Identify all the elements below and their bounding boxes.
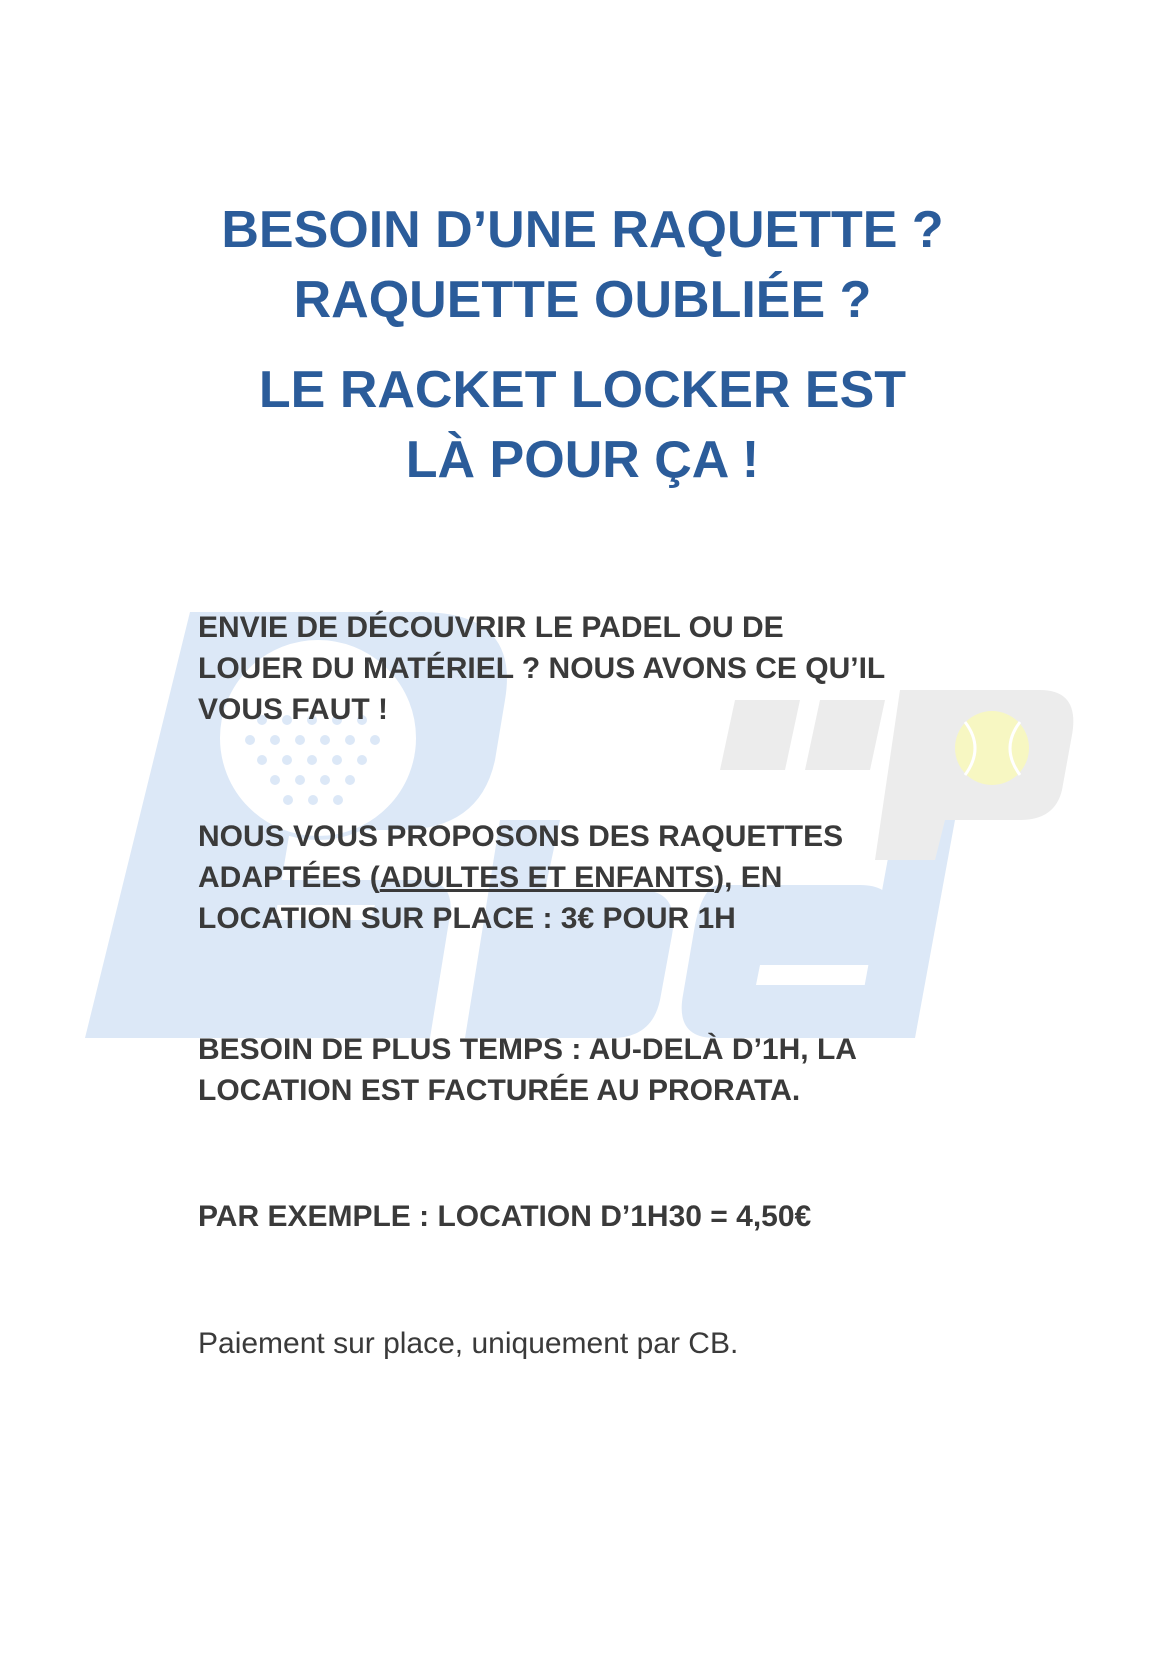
offer-paragraph xyxy=(198,816,978,939)
offer-line-2 xyxy=(198,857,978,898)
intro-line-3: VOUS FAUT ! xyxy=(198,693,389,726)
intro-line-1: ENVIE DE DÉCOUVRIR LE PADEL OU DE xyxy=(198,611,784,644)
payment-text: Paiement sur place, uniquement par CB. xyxy=(198,1327,739,1360)
offer-audience-underlined: ADULTES ET ENFANTS xyxy=(379,861,715,894)
headline-line-2: RAQUETTE OUBLIÉE ? xyxy=(293,271,872,329)
offer-line-2-after: ), EN xyxy=(714,861,783,894)
example-text: PAR EXEMPLE : LOCATION D’1H30 = 4,50€ xyxy=(198,1200,812,1233)
offer-line-1: NOUS VOUS PROPOSONS DES RAQUETTES xyxy=(198,820,844,853)
extra-time-paragraph xyxy=(198,1029,978,1111)
extra-time-line-2: LOCATION EST FACTURÉE AU PRORATA. xyxy=(198,1074,801,1107)
intro-line-2: LOUER DU MATÉRIEL ? NOUS AVONS CE QU’IL xyxy=(198,652,886,685)
headline-answer xyxy=(0,355,1165,495)
headline-question xyxy=(0,195,1165,335)
headline-line-3: LE RACKET LOCKER EST xyxy=(258,361,907,419)
offer-line-2-before: ADAPTÉES ( xyxy=(198,861,380,894)
headline-line-1: BESOIN D’UNE RAQUETTE ? xyxy=(221,201,944,259)
extra-time-line-1: BESOIN DE PLUS TEMPS : AU-DELÀ D’1H, LA xyxy=(198,1033,857,1066)
headline-line-4: LÀ POUR ÇA ! xyxy=(405,431,760,489)
payment-paragraph xyxy=(198,1323,978,1364)
offer-line-3: LOCATION SUR PLACE : 3€ POUR 1H xyxy=(198,902,736,935)
example-paragraph xyxy=(198,1196,978,1237)
intro-paragraph xyxy=(198,607,978,730)
